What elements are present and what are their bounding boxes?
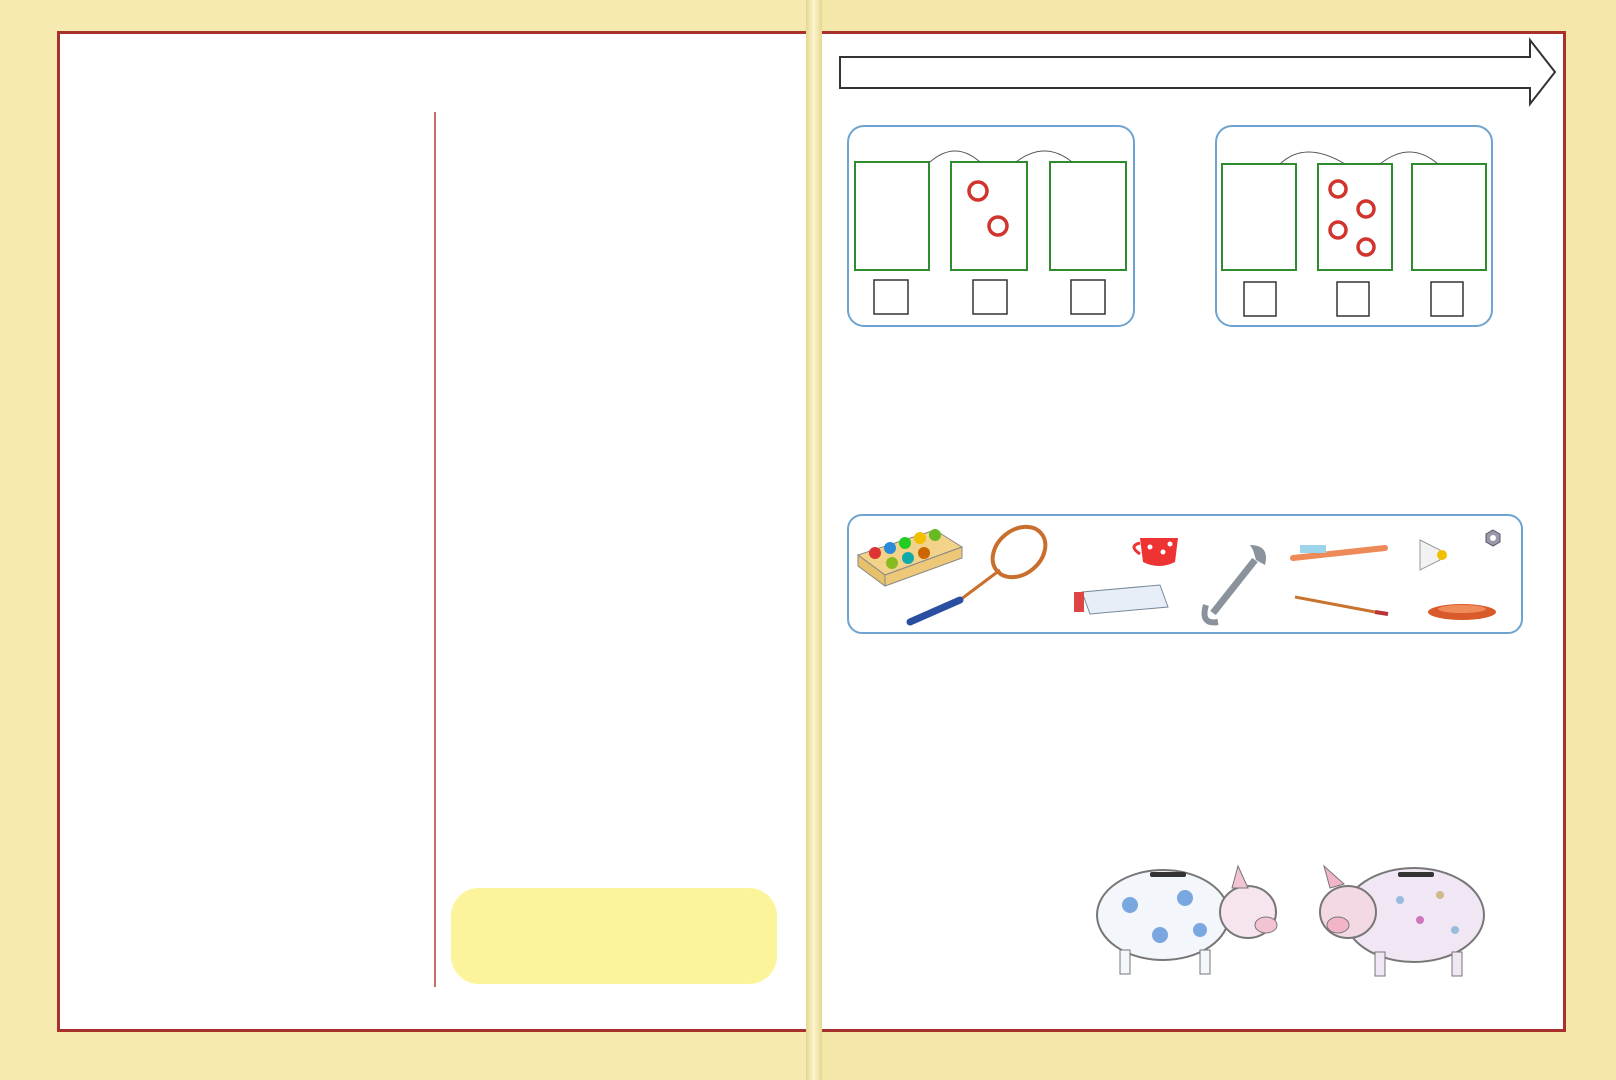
- figure-3: [1216, 126, 1492, 326]
- saucer-icon: [1428, 604, 1496, 620]
- figure-8: [1097, 866, 1484, 976]
- number-tape: [840, 40, 1555, 104]
- figure-2: [848, 126, 1134, 326]
- piggy-bank-left: [1097, 866, 1277, 974]
- nut-icon: [1486, 530, 1500, 546]
- piggy-bank-right: [1320, 866, 1484, 976]
- figure-5: [848, 515, 1522, 633]
